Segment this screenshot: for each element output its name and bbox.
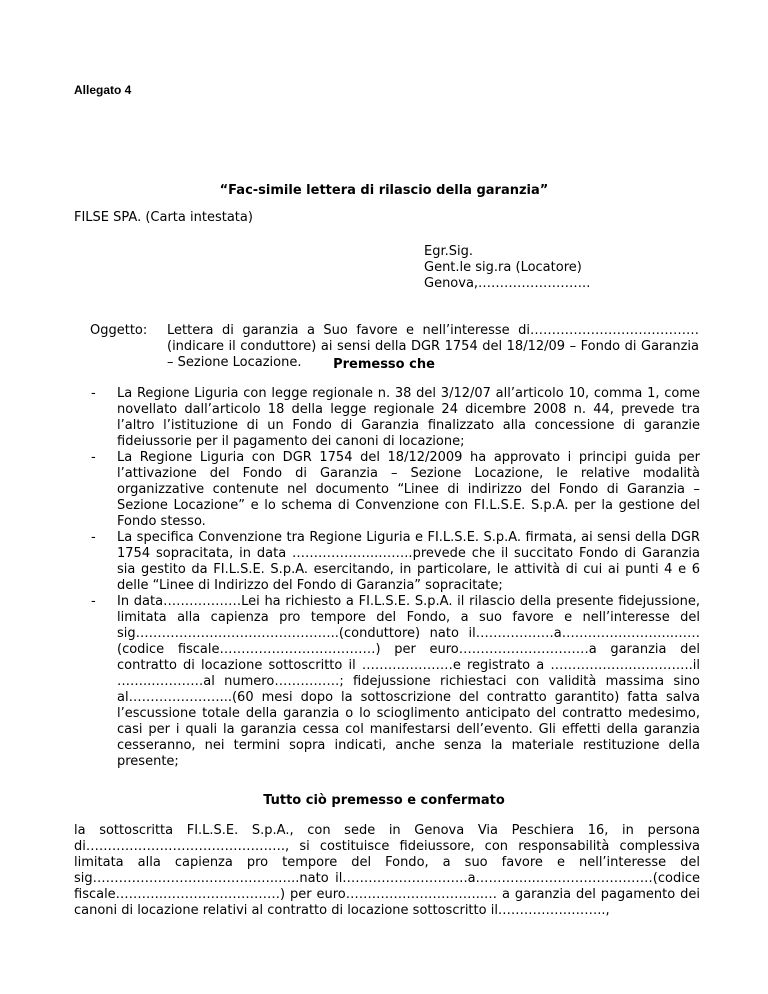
subject-label: Oggetto: xyxy=(90,323,148,338)
recipient-block xyxy=(424,244,590,292)
subject-text: Lettera di garanzia a Suo favore e nell’interesse di………………………………… (indicare il conduttore) ai sensi della DGR 1754 del 18/12/09 – Fondo di Garanzia – Sezione Locazione. xyxy=(167,323,699,370)
confirm-heading: Tutto ciò premesso e confermato xyxy=(263,793,505,808)
guarantee-body: la sottoscritta FI.L.S.E. S.p.A., con sede in Genova Via Peschiera 16, in persona di………………………………………., si costituisce fideiussore, con responsabilità complessiva limitata alla capienza pro tempore del Fondo, a suo favore e nell’interesse del sig……………………..……………..…..nato il………………………..a…………..………………………(codice fiscale………..………………………) per euro…………………………..… a garanzia del pagamento dei canoni di locazione relativi al contratto di locazione sottoscritto il……………..…….., xyxy=(74,823,700,918)
premise-item: - La Regione Liguria con legge regionale n. 38 del 3/12/07 all’articolo 10, comma 1, come novellato dall’articolo 18 della legge regionale 24 dicembre 2008 n. 44, prevede tra l’altro l’istituzione di un Fondo di Garanzia finalizzato alla concessione di garanzie fideiussorie per il pagamento dei canoni di locazione; xyxy=(91,386,700,449)
recipient-line-2: Gent.le sig.ra (Locatore) xyxy=(424,260,582,275)
premise-item: - In data………………Lei ha richiesto a FI.L.S.E. S.p.A. il rilascio della presente fidejussione, limitata alla capienza pro tempore del Fondo, a suo favore e nell’interesse del sig………………………………………..(conduttore) nato il………………a……………………..……(codice fiscale………………………………) per euro…………………………a garanzia del contratto di locazione sottoscritto il …………………e registrato a ……………….…………..il ……..…………al numero……………; fidejussione richiestaci con validità massima sino al…………………...(60 mesi dopo la sottoscrizione del contratto garantito) fatta salva l’escussione totale della garanzia o lo scioglimento anticipato del contratto medesimo, casi per i quali la garanzia cessa col manifestarsi dell’evento. Gli effetti della garanzia cesseranno, nei termini sopra indicati, anche senza la materiale restituzione della presente; xyxy=(91,594,700,769)
recipient-line-1: Egr.Sig. xyxy=(424,244,473,259)
premise-heading: Premesso che xyxy=(333,357,435,372)
premise-item: - La Regione Liguria con DGR 1754 del 18/12/2009 ha approvato i principi guida per l’attivazione del Fondo di Garanzia – Sezione Locazione, le relative modalità organizzative contenute nel documento “Linee di indirizzo del Fondo di Garanzia – Sezione Locazione” e lo schema di Convenzione con FI.L.S.E. S.p.A. per la gestione del Fondo stesso. xyxy=(91,450,700,529)
premise-item: - La specifica Convenzione tra Regione Liguria e FI.L.S.E. S.p.A. firmata, ai sensi della DGR 1754 sopracitata, in data ………………..……..prevede che il succitato Fondo di Garanzia sia gestito da FI.L.S.E. S.p.A. esercitando, in particolare, le attività di cui ai punti 4 e 6 delle “Linee di Indirizzo del Fondo di Garanzia” sopracitate; xyxy=(91,530,700,593)
attachment-label: Allegato 4 xyxy=(74,83,132,97)
document-title: “Fac-simile lettera di rilascio della garanzia” xyxy=(219,183,549,198)
sender-letterhead: FILSE SPA. (Carta intestata) xyxy=(74,210,253,225)
recipient-line-3: Genova,…………………….. xyxy=(424,276,591,291)
premises-list xyxy=(90,386,700,770)
